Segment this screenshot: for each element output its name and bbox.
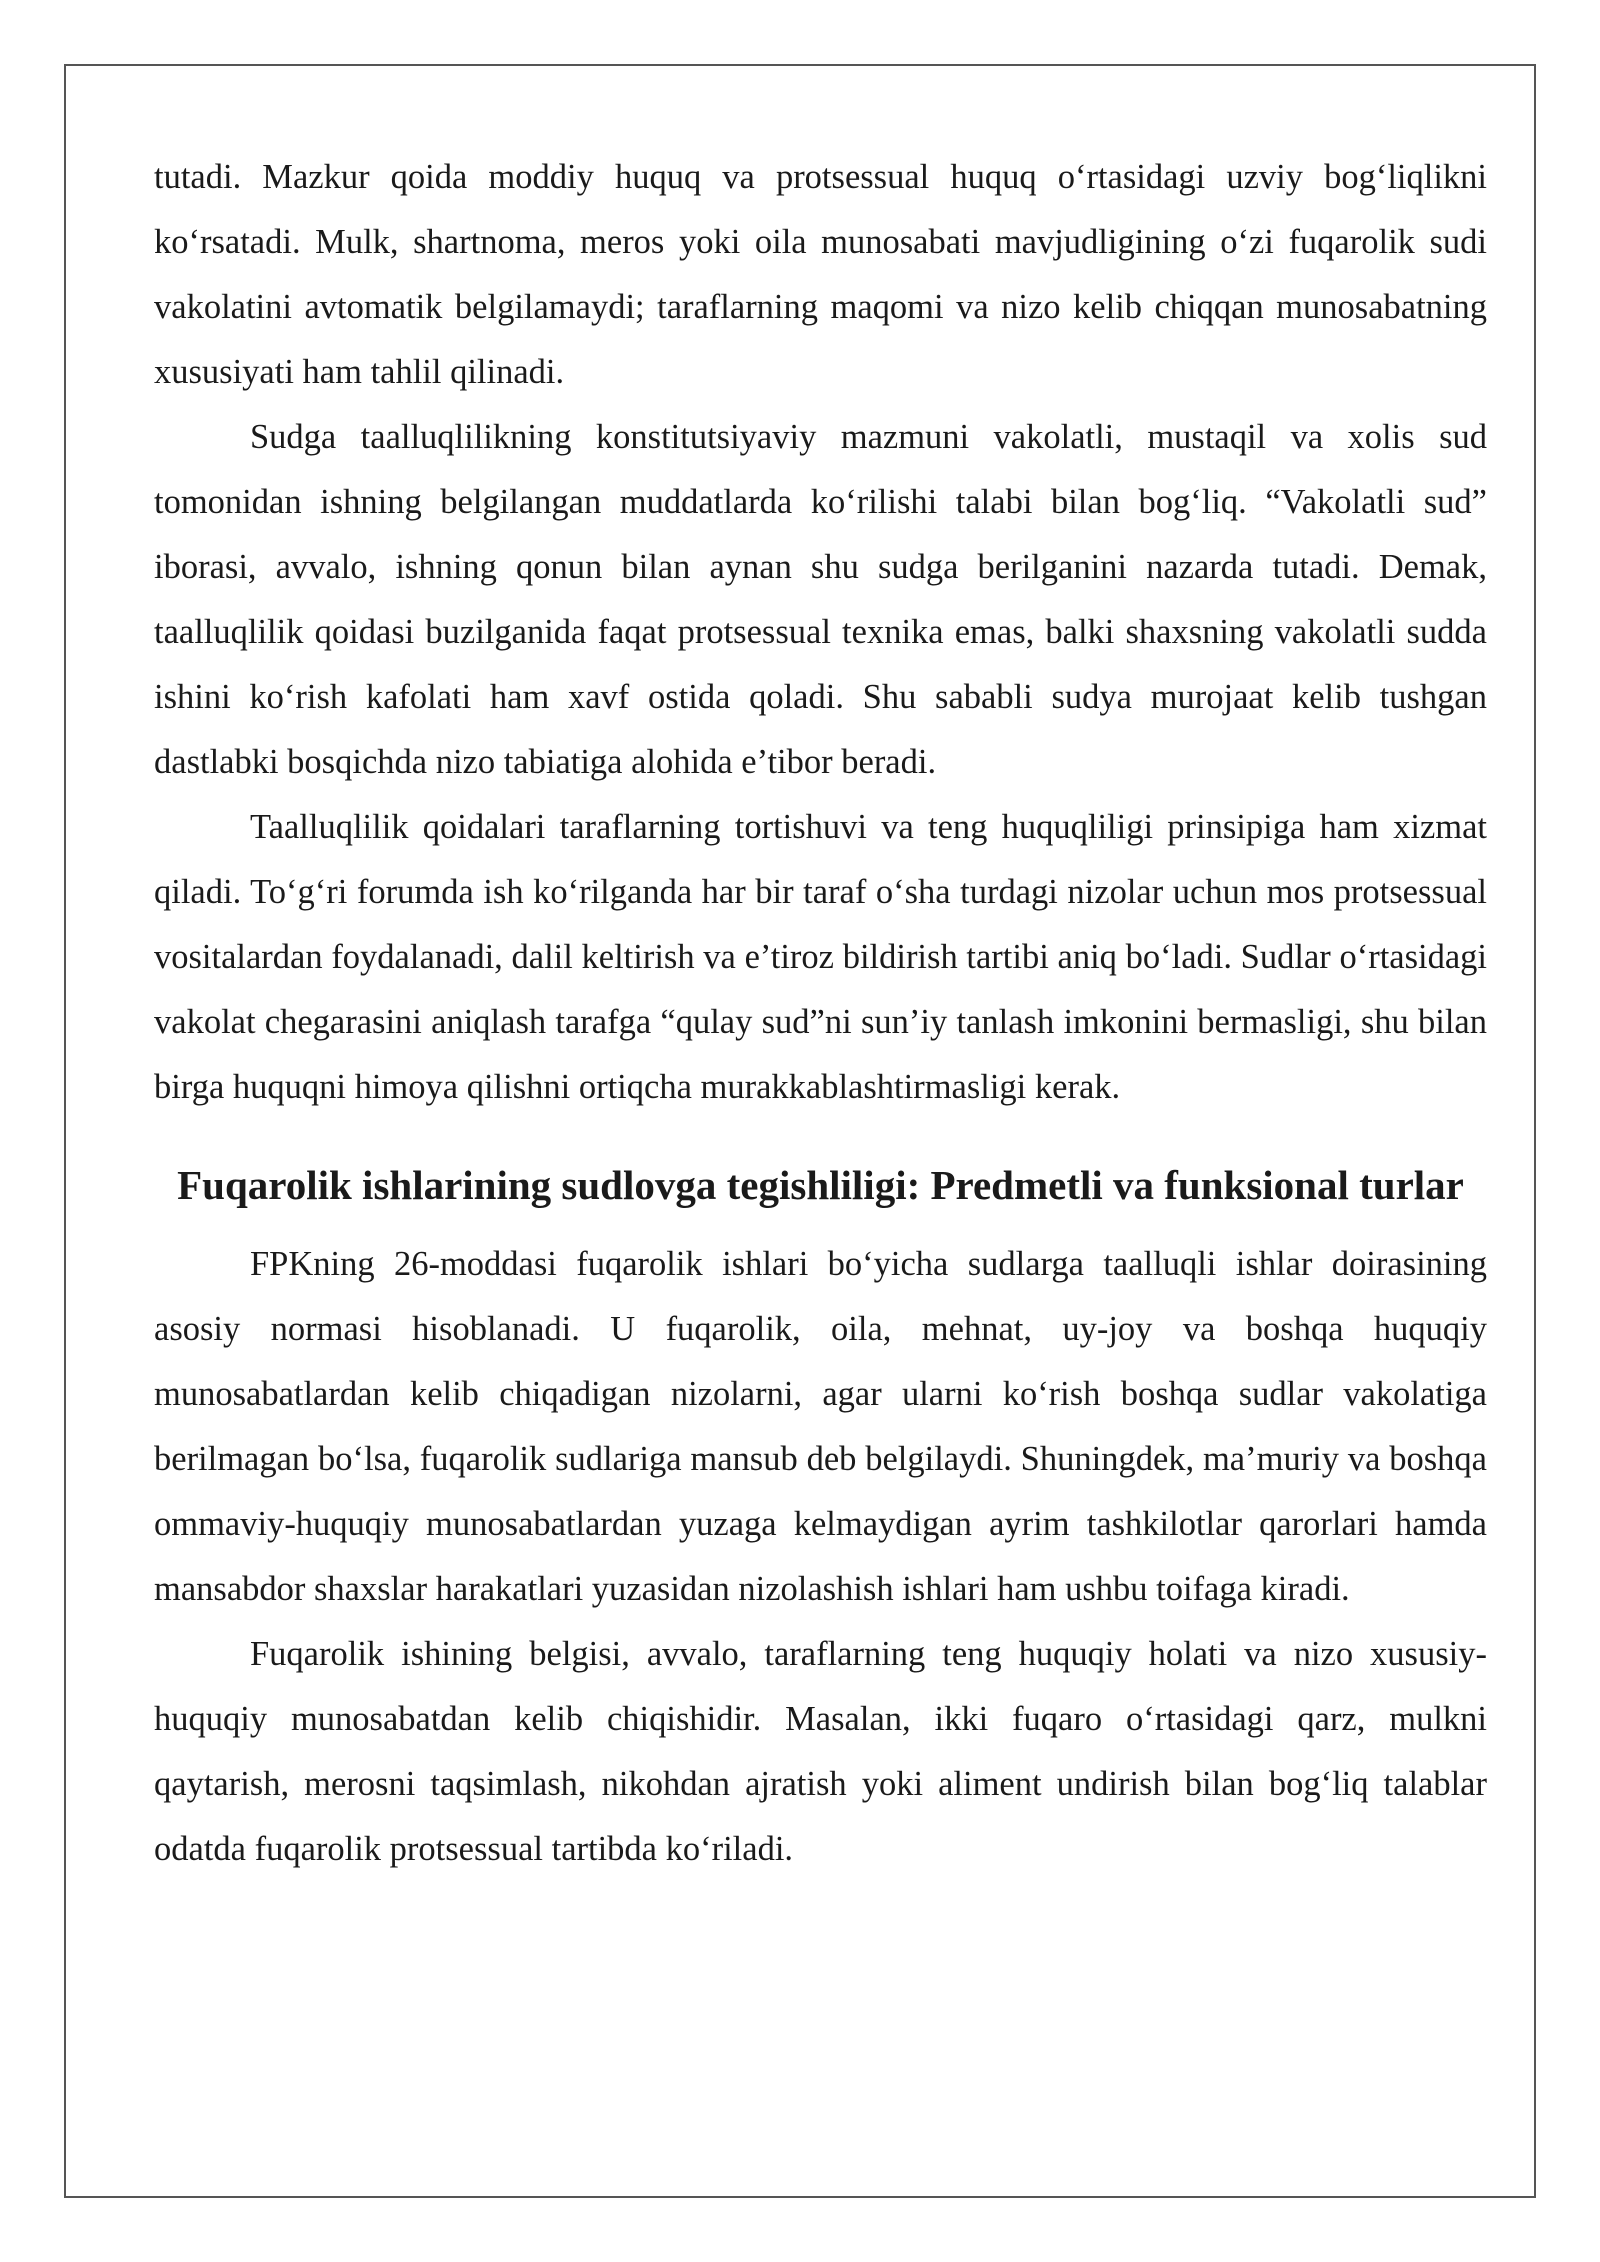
paragraph-continued: tutadi. Mazkur qoida moddiy huquq va protsessual huquq o‘rtasidagi uzviy bog‘liqlikni ko‘rsatadi. Mulk, shartnoma, meros yoki oila munosabati mavjudligining o‘zi fuqarolik sudi vakolatini avtomatik belgilamaydi; taraflarning maqomi va nizo kelib chiqqan munosabatning xususiyati ham tahlil qilinadi. — [154, 158, 1487, 391]
paragraph: FPKning 26-moddasi fuqarolik ishlari bo‘yicha sudlarga taalluqli ishlar doirasining asosiy normasi hisoblanadi. U fuqarolik, oila, mehnat, uy-joy va boshqa huquqiy munosabatlardan kelib chiqadigan nizolarni, agar ularni ko‘rish boshqa sudlar vakolatiga berilmagan bo‘lsa, fuqarolik sudlariga mansub deb belgilaydi. Shuningdek, ma’muriy va boshqa ommaviy-huquqiy munosabatlardan yuzaga kelmaydigan ayrim tashkilotlar qarorlari hamda mansabdor shaxslar harakatlari yuzasidan nizolashish ishlari ham ushbu toifaga kiradi. — [154, 1245, 1487, 1608]
paragraph: Fuqarolik ishining belgisi, avvalo, taraflarning teng huquqiy holati va nizo xususiy-huquqiy munosabatdan kelib chiqishidir. Masalan, ikki fuqaro o‘rtasidagi qarz, mulkni qaytarish, merosni taqsimlash, nikohdan ajratish yoki aliment undirish bilan bog‘liq talablar odatda fuqarolik protsessual tartibda ko‘riladi. — [154, 1635, 1487, 1868]
paragraph: Taalluqlilik qoidalari taraflarning tortishuvi va teng huquqliligi prinsipiga ham xizmat qiladi. To‘g‘ri forumda ish ko‘rilganda har bir taraf o‘sha turdagi nizolar uchun mos protsessual vositalardan foydalanadi, dalil keltirish va e’tiroz bildirish tartibi aniq bo‘ladi. Sudlar o‘rtasidagi vakolat chegarasini aniqlash tarafga “qulay sud”ni sun’iy tanlash imkonini bermasligi, shu bilan birga huquqni himoya qilishni ortiqcha murakkablashtirmasligi kerak. — [154, 808, 1487, 1106]
document-body — [154, 145, 1487, 1882]
paragraph: Sudga taalluqlilikning konstitutsiyaviy mazmuni vakolatli, mustaqil va xolis sud tomonidan ishning belgilangan muddatlarda ko‘rilishi talabi bilan bog‘liq. “Vakolatli sud” iborasi, avvalo, ishning qonun bilan aynan shu sudga berilganini nazarda tutadi. Demak, taalluqlilik qoidasi buzilganida faqat protsessual texnika emas, balki shaxsning vakolatli sudda ishini ko‘rish kafolati ham xavf ostida qoladi. Shu sababli sudya murojaat kelib tushgan dastlabki bosqichda nizo tabiatiga alohida e’tibor beradi. — [154, 418, 1487, 781]
section-heading: Fuqarolik ishlarining sudlovga tegishliligi: Predmetli va funksional turlar — [177, 1162, 1464, 1208]
